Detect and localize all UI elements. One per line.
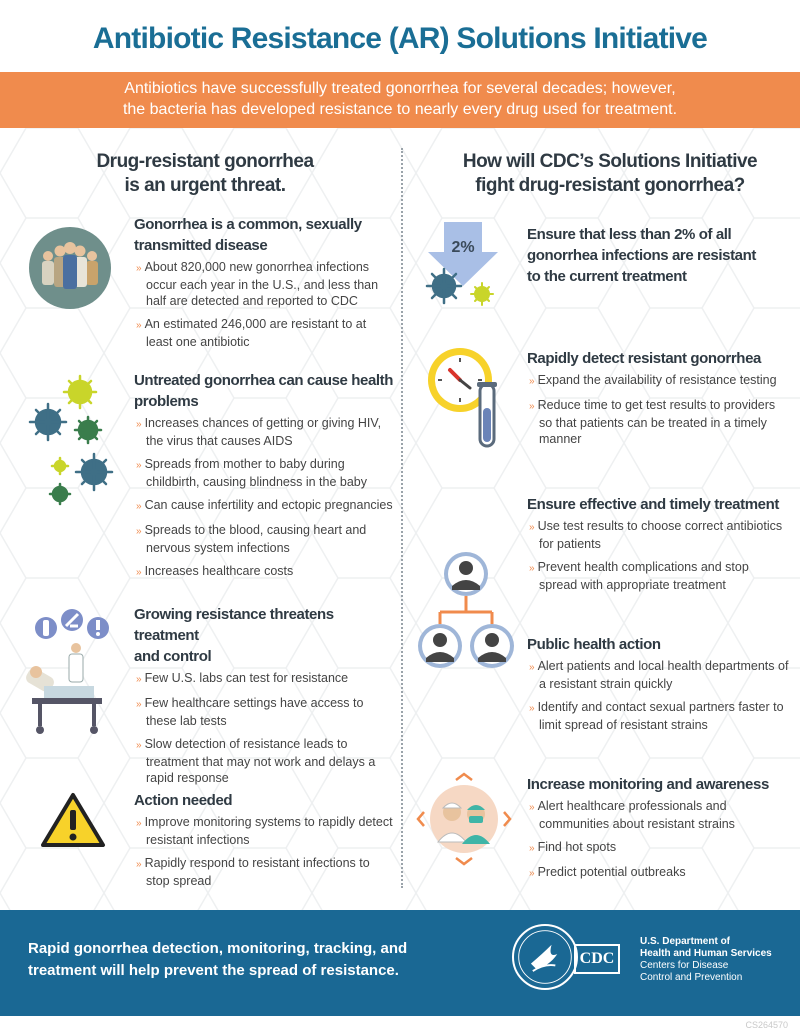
warning-icon <box>40 792 106 848</box>
list-item: » Alert healthcare professionals and communities about resistant strains <box>529 799 735 831</box>
section-growing-resistance <box>134 604 396 793</box>
list-item: » Identify and contact sexual partners faster to limit spread of resistant strains <box>529 700 784 732</box>
section-rapidly-detect <box>527 348 789 454</box>
clock-test-tube-icon <box>426 346 510 450</box>
list-item: » Prevent health complications and stop spread with appropriate treatment <box>529 560 749 592</box>
section-action-needed <box>134 790 396 896</box>
list-item: » About 820,000 new gonorrhea infections occur each year in the U.S., and less than half are detected and reported to CDC <box>136 260 379 308</box>
banner-line-2: the bacteria has developed resistance to nearly every drug used for treatment. <box>122 101 678 118</box>
page-title: Antibiotic Resistance (AR) Solutions Initiative <box>92 22 708 55</box>
section-health-problems <box>134 370 396 588</box>
section-title: Ensure that less than 2% of all gonorrhea infections are resistant to the current treatment <box>527 226 756 285</box>
list-item: » Few U.S. labs can test for resistance <box>136 671 349 685</box>
list-item: » An estimated 246,000 are resistant to at least one antibiotic <box>136 317 367 349</box>
cdc-logo: CDC <box>574 944 620 974</box>
list-item: » Improve monitoring systems to rapidly detect resistant infections <box>136 815 393 847</box>
right-column-heading: How will CDC’s Solutions Initiative fight drug-resistant gonorrhea? <box>462 151 758 196</box>
list-item: » Predict potential outbreaks <box>529 865 686 879</box>
list-item: » Reduce time to get test results to providers so that patients can be treated in a timely manner <box>529 398 776 446</box>
list-item: » Alert patients and local health departments of a resistant strain quickly <box>529 659 789 691</box>
intro-banner <box>0 72 800 128</box>
footer-message: Rapid gonorrhea detection, monitoring, tracking, and treatment will help prevent the spread of resistance. <box>28 940 408 979</box>
list-item: » Rapidly respond to resistant infections to stop spread <box>136 856 370 888</box>
list-item: » Spreads to the blood, causing heart and nervous system infections <box>136 523 367 555</box>
section-title: Rapidly detect resistant gonorrhea <box>527 350 761 367</box>
section-monitoring-awareness <box>527 774 789 889</box>
section-title: Growing resistance threatens treatment and control <box>134 606 334 665</box>
list-item: » Slow detection of resistance leads to treatment that may not work and delays a rapid response <box>136 737 376 785</box>
down-arrow-percent-icon <box>418 222 504 314</box>
section-title: Gonorrhea is a common, sexually transmitted disease <box>134 216 362 254</box>
health-workers-icon <box>416 772 512 866</box>
section-public-health-action <box>527 634 789 740</box>
section-title: Untreated gonorrhea can cause health problems <box>134 372 394 410</box>
bacteria-virus-icon <box>26 372 122 512</box>
list-item: » Can cause infertility and ectopic pregnancies <box>136 498 393 512</box>
hospital-lab-icon <box>26 606 130 740</box>
section-common-sti <box>134 214 394 357</box>
column-divider <box>401 148 403 888</box>
list-item: » Spreads from mother to baby during childbirth, causing blindness in the baby <box>136 457 367 489</box>
footer-bar <box>0 910 800 1016</box>
section-ensure-less-than-2 <box>527 224 789 290</box>
partner-network-icon <box>414 550 518 672</box>
left-column-heading: Drug-resistant gonorrhea is an urgent threat. <box>96 151 314 196</box>
list-item: » Increases chances of getting or giving HIV, the virus that causes AIDS <box>136 416 382 448</box>
department-name: U.S. Department of Health and Human Services Centers for Disease Control and Prevention <box>640 936 772 983</box>
list-item: » Find hot spots <box>529 840 617 854</box>
section-title: Public health action <box>527 636 661 653</box>
list-item: » Expand the availability of resistance testing <box>529 373 777 387</box>
list-item: » Use test results to choose correct antibiotics for patients <box>529 519 783 551</box>
section-title: Increase monitoring and awareness <box>527 776 769 793</box>
people-group-icon <box>28 226 112 310</box>
hhs-seal-icon <box>512 924 578 990</box>
banner-line-1: Antibiotics have successfully treated gonorrhea for several decades; however, <box>124 80 676 97</box>
percent-label: 2% <box>451 239 475 256</box>
list-item: » Increases healthcare costs <box>136 564 294 578</box>
list-item: » Few healthcare settings have access to these lab tests <box>136 696 364 728</box>
document-code: CS264570 <box>745 1020 788 1030</box>
section-effective-treatment <box>527 494 789 600</box>
section-title: Ensure effective and timely treatment <box>527 496 779 513</box>
section-title: Action needed <box>134 792 233 809</box>
